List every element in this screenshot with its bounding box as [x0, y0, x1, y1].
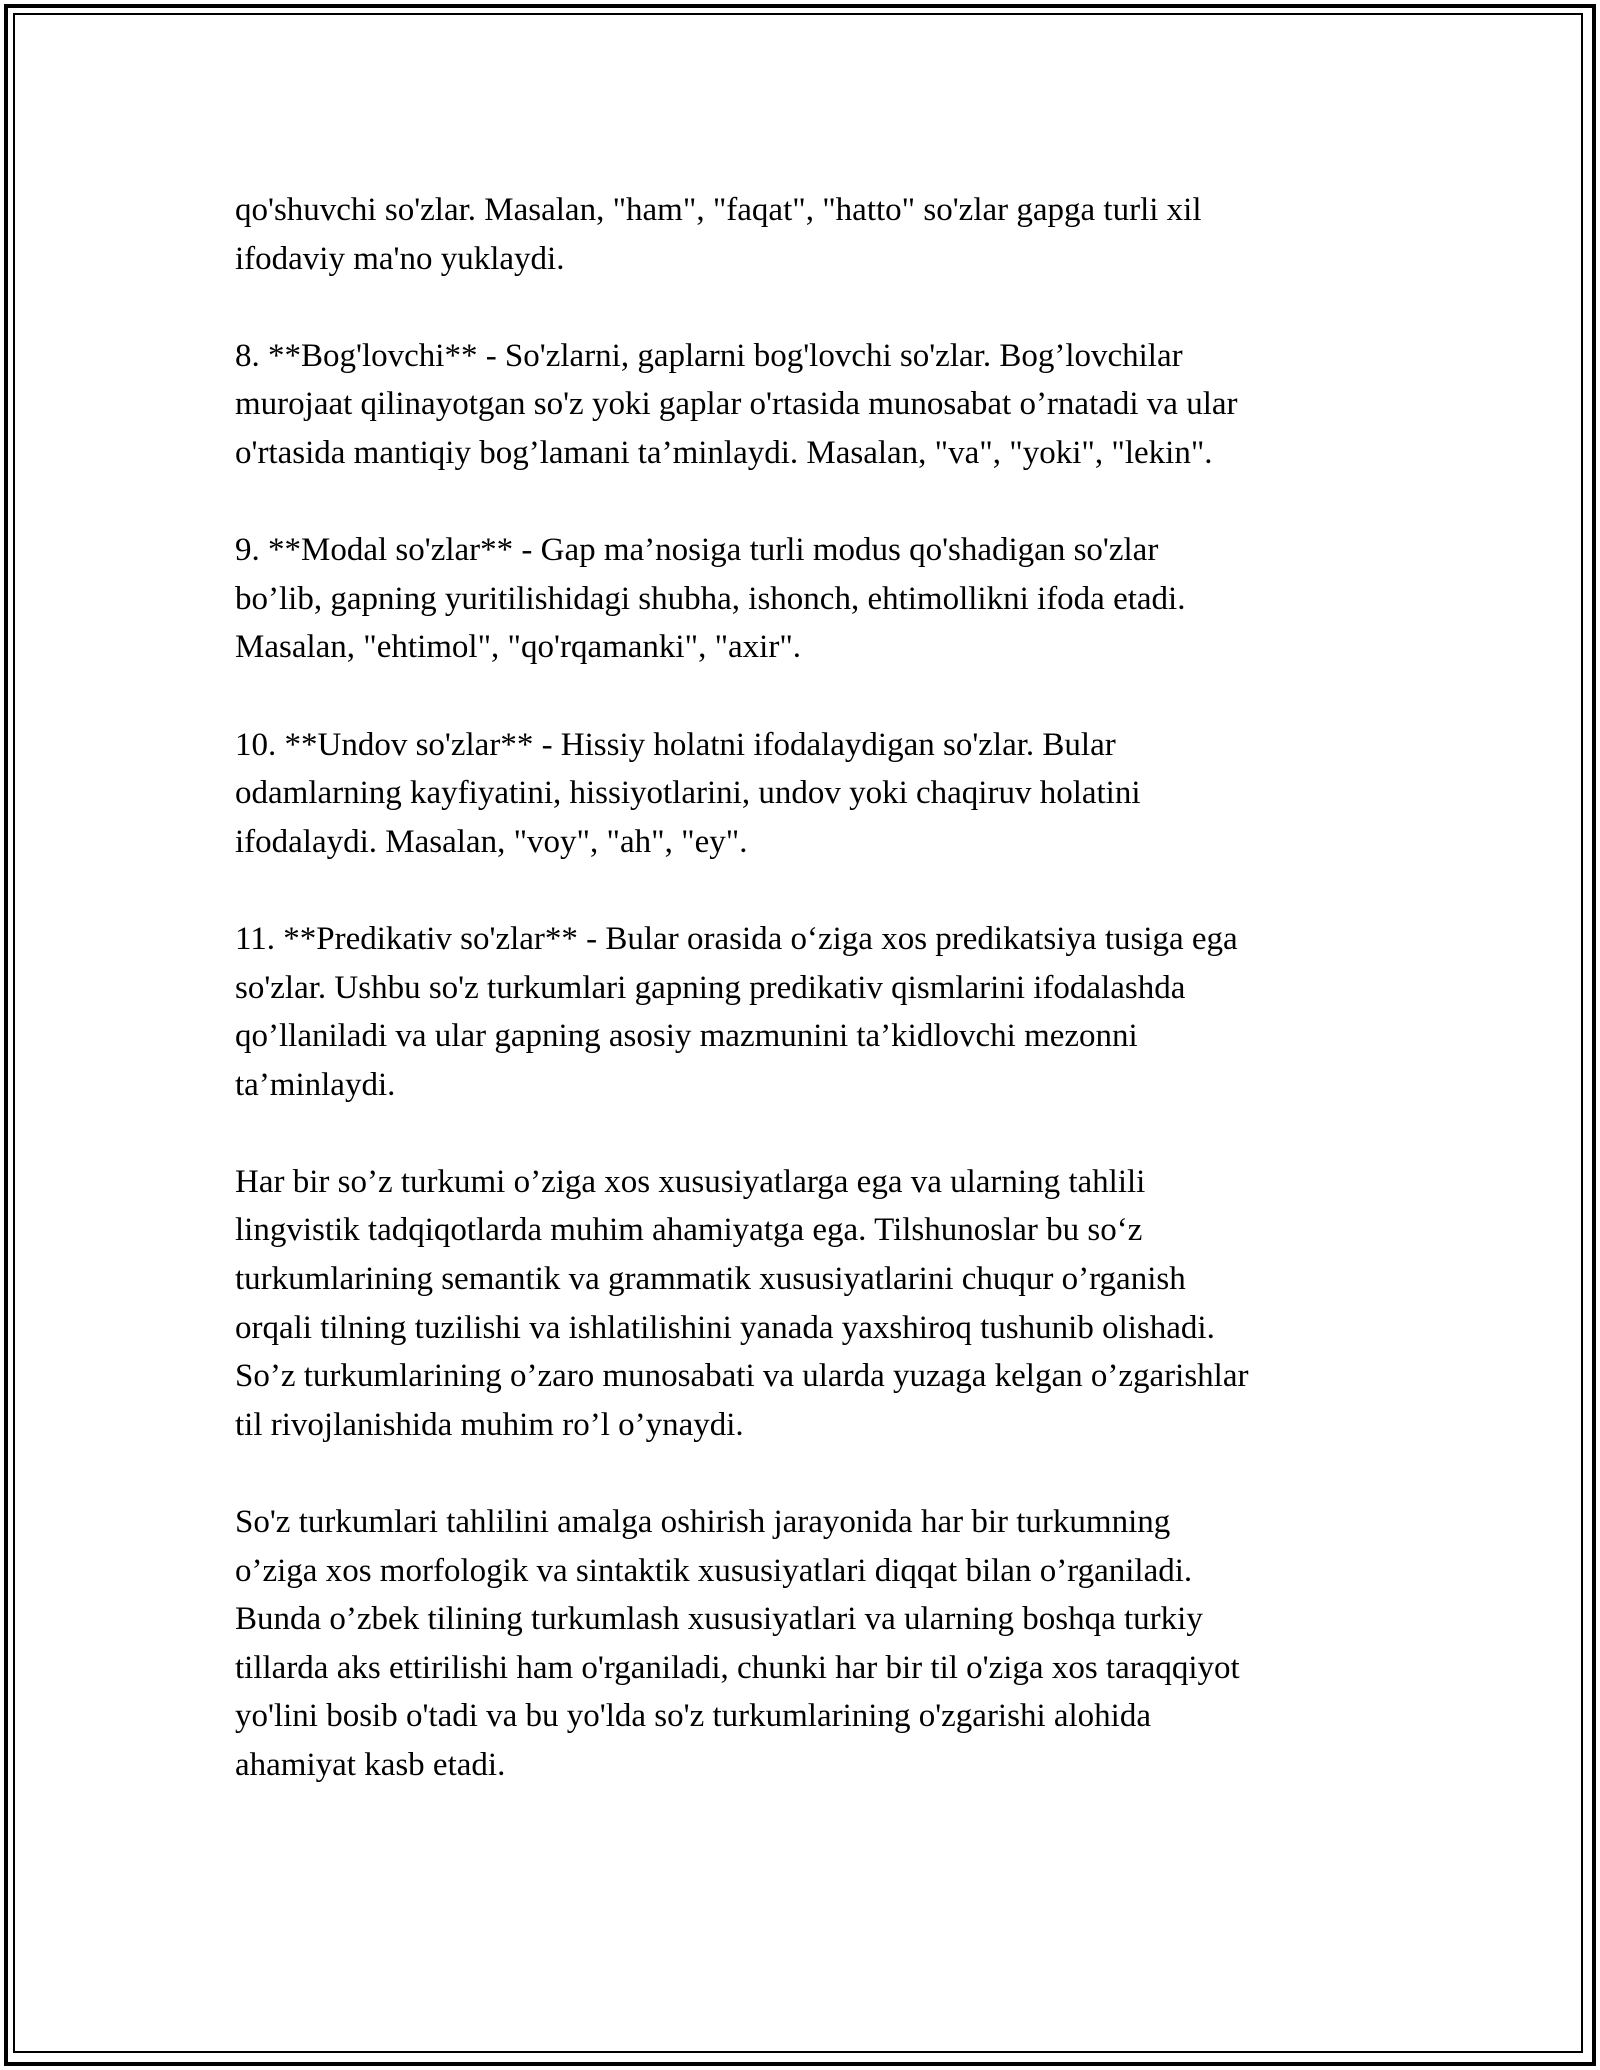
- text-line: ahamiyat kasb etadi.: [235, 1747, 506, 1783]
- text-line: bo’lib, gapning yuritilishidagi shubha, ishonch, ehtimollikni ifoda etadi.: [235, 580, 1186, 617]
- text-line: orqali tilning tuzilishi va ishlatilishini yanada yaxshiroq tushunib olishadi.: [235, 1309, 1215, 1346]
- text-line: Har bir so’z turkumi o’ziga xos xususiyatlarga ega va ularning tahlili: [235, 1163, 1146, 1200]
- text-line: murojaat qilinayotgan so'z yoki gaplar o'rtasida munosabat o’rnatadi va ular: [235, 386, 1238, 423]
- text-line: 11. **Predikativ so'zlar** - Bular orasida o‘ziga xos predikatsiya tusiga ega: [235, 920, 1238, 957]
- text-line: Masalan, "ehtimol", "qo'rqamanki", "axir".: [235, 629, 802, 666]
- text-line: til rivojlanishida muhim ro’l o’ynaydi.: [235, 1406, 744, 1443]
- text-line: 8. **Bog'lovchi** - So'zlarni, gaplarni bog'lovchi so'zlar. Bog’lovchilar: [235, 337, 1183, 374]
- text-line: yo'lini bosib o'tadi va bu yo'lda so'z turkumlarining o'zgarishi alohida: [235, 1698, 1151, 1735]
- text-line: tillarda aks ettirilishi ham o'rganiladi, chunki har bir til o'ziga xos taraqqiyot: [235, 1649, 1240, 1686]
- document-body: [235, 186, 1395, 1838]
- paragraph-predikativ-sozlar: [235, 915, 1395, 1109]
- text-line: so'zlar. Ushbu so'z turkumlari gapning predikativ qismlarini ifodalashda: [235, 969, 1186, 1006]
- text-line: ifodaviy ma'no yuklaydi.: [235, 240, 565, 277]
- text-line: 10. **Undov so'zlar** - Hissiy holatni ifodalaydigan so'zlar. Bular: [235, 726, 1116, 763]
- text-line: ta’minlaydi.: [235, 1066, 396, 1103]
- text-line: So’z turkumlarining o’zaro munosabati va ularda yuzaga kelgan o’zgarishlar: [235, 1358, 1249, 1395]
- text-line: lingvistik tadqiqotlarda muhim ahamiyatga ega. Tilshunoslar bu so‘z: [235, 1212, 1143, 1249]
- text-line: ifodalaydi. Masalan, "voy", "ah", "ey".: [235, 823, 748, 860]
- text-line: turkumlarining semantik va grammatik xususiyatlarini chuqur o’rganish: [235, 1261, 1186, 1298]
- text-line: o'rtasida mantiqiy bog’lamani ta’minlaydi. Masalan, "va", "yoki", "lekin".: [235, 434, 1213, 471]
- paragraph-undov-sozlar: [235, 721, 1395, 867]
- text-line: Bunda o’zbek tilining turkumlash xususiyatlari va ularning boshqa turkiy: [235, 1601, 1203, 1638]
- text-line: qo'shuvchi so'zlar. Masalan, "ham", "faqat", "hatto" so'zlar gapga turli xil: [235, 192, 1202, 228]
- text-line: o’ziga xos morfologik va sintaktik xususiyatlari diqqat bilan o’rganiladi.: [235, 1552, 1193, 1589]
- paragraph-boglovchi: [235, 332, 1395, 478]
- text-line: So'z turkumlari tahlilini amalga oshirish jarayonida har bir turkumning: [235, 1504, 1171, 1541]
- text-line: qo’llaniladi va ular gapning asosiy mazmunini ta’kidlovchi mezonni: [235, 1018, 1138, 1055]
- paragraph-intro-continuation: [235, 186, 1395, 283]
- paragraph-modal-sozlar: [235, 526, 1395, 672]
- paragraph-soz-turkumlari-tahlili: [235, 1498, 1395, 1790]
- text-line: 9. **Modal so'zlar** - Gap ma’nosiga turli modus qo'shadigan so'zlar: [235, 532, 1159, 569]
- paragraph-har-bir-soz-turkumi: [235, 1158, 1395, 1450]
- text-line: odamlarning kayfiyatini, hissiyotlarini, undov yoki chaqiruv holatini: [235, 775, 1141, 812]
